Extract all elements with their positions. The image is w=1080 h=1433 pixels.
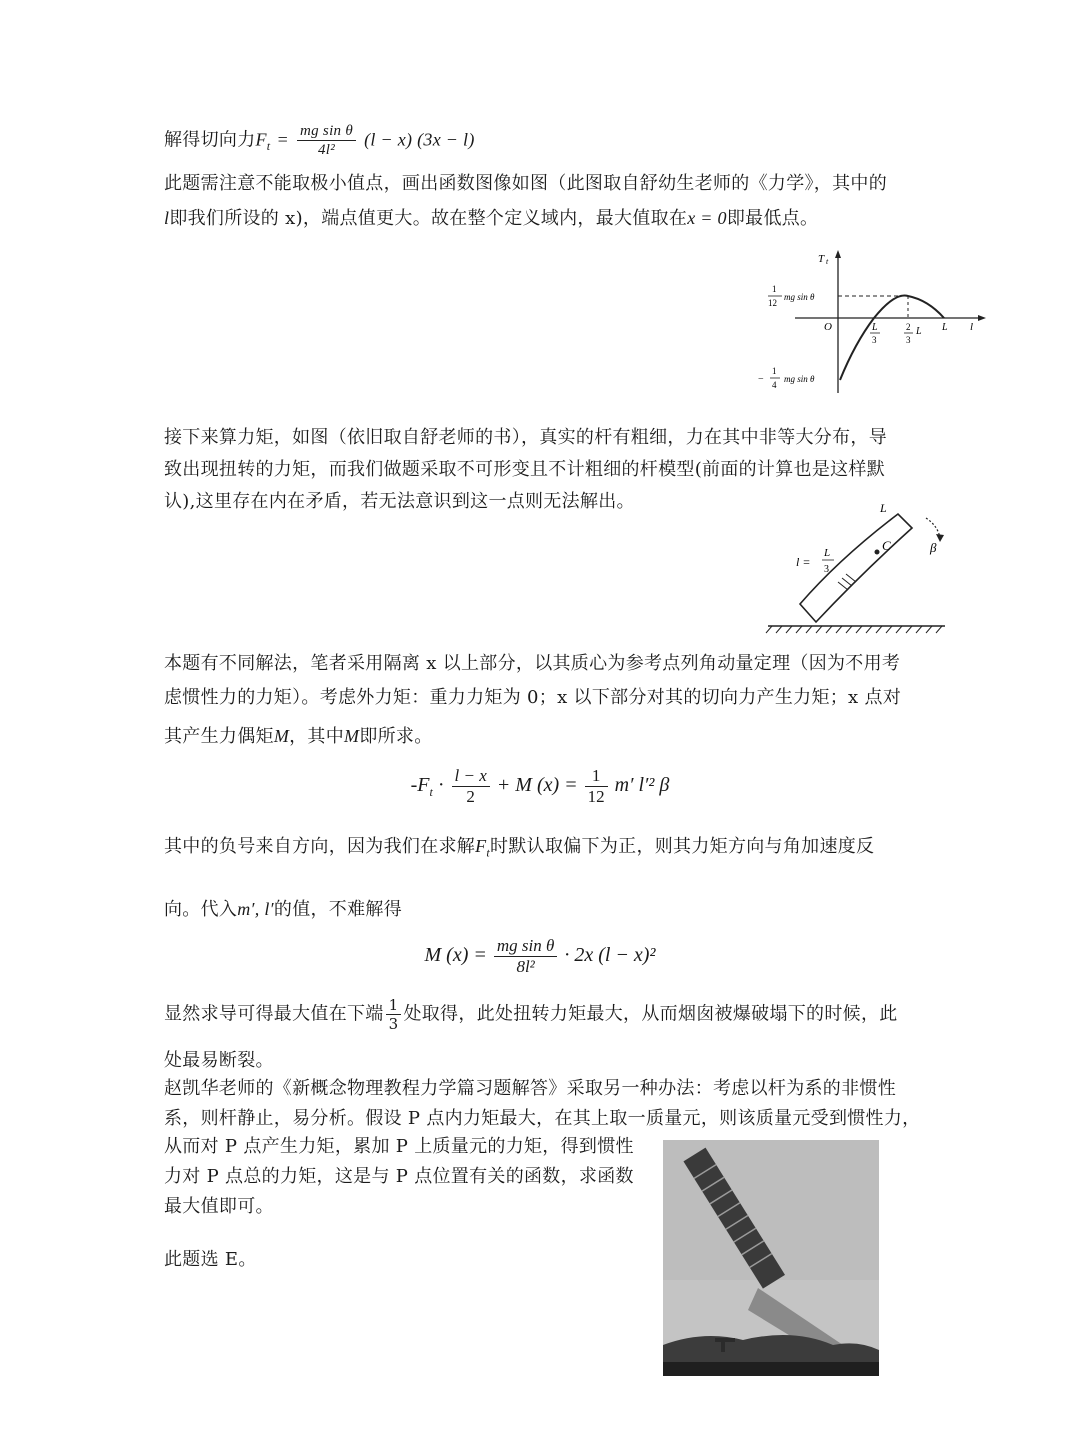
fraction-numerator: mg sin θ [494, 936, 557, 957]
paragraph-line: 最大值即可。 [164, 1196, 274, 1217]
tangential-force-line [164, 122, 924, 162]
paragraph-text: 即所求。 [359, 726, 433, 747]
paragraph-text: ，其中 [289, 726, 345, 747]
fraction-denominator: 3 [388, 1015, 399, 1033]
fraction-denominator: 4l² [317, 142, 336, 158]
segment-length-num: L [824, 547, 831, 559]
paragraph-line: 接下来算力矩，如图（依旧取自舒老师的书），真实的杆有粗细，力在其中非等大分布，导 [164, 427, 887, 448]
ground-hatch [766, 626, 942, 633]
eq1-tail: m′ l′² β [614, 774, 670, 797]
tangential-force-fraction [297, 122, 356, 159]
paragraph-text: 显然求导可得最大值在下端 [164, 1003, 384, 1025]
fraction-numerator: l − x [452, 766, 490, 787]
y-top-label: mg sin θ [784, 292, 815, 302]
paragraph-line: 致出现扭转的力矩，而我们做题采取不可形变且不计粗细的杆模型(前面的计算也是这样默 [164, 459, 886, 480]
y-axis-arrow [835, 250, 841, 258]
paragraph-line: 本题有不同解法，笔者采用隔离 x 以上部分，以其质心为参考点列角动量定理（因为不用考 [164, 653, 901, 674]
fraction-numerator: mg sin θ [297, 122, 356, 141]
tangential-force-tail: (l − x) (3x − l) [364, 129, 475, 150]
equals-sign: = [276, 129, 289, 150]
paragraph-alternative-cont [164, 1132, 654, 1222]
paragraph-line: 认),这里存在内在矛盾，若无法意识到这一点则无法解出。 [164, 491, 635, 512]
tangential-force-lead: 解得切向力 [164, 129, 256, 151]
paragraph-line [164, 720, 924, 753]
paragraph-text: 时默认取偏下为正，则其力矩方向与角加速度反 [490, 836, 875, 857]
answer-text: 此题选 E。 [164, 1249, 257, 1270]
paragraph-line [164, 202, 924, 235]
rod-figure [760, 500, 960, 640]
eq1-prefix-sub: t [429, 785, 433, 800]
eq2-tail: · 2x (l − x)² [564, 944, 656, 967]
moment-symbol: M [273, 726, 290, 746]
force-subscript: t [266, 139, 271, 154]
x-tick-1-num: L [872, 322, 878, 333]
moment-symbol: M [344, 726, 360, 746]
force-symbol: F [255, 129, 267, 150]
eq2-fraction [494, 936, 557, 977]
structure-silhouette [715, 1338, 735, 1342]
eq1-middle: + M (x) = [496, 774, 578, 797]
segment-length-label: l = [796, 555, 811, 569]
substitution-vars: m′, l′ [237, 898, 274, 919]
paragraph-sign [164, 830, 924, 926]
paragraph-line: 此题需注意不能取极小值点，画出函数图像如图（此图取自舒幼生老师的《力学》，其中的 [164, 173, 887, 194]
force-symbol: F [475, 836, 487, 856]
fraction-numerator: 1 [386, 996, 402, 1015]
fraction-denominator: 12 [587, 787, 605, 806]
y-bottom-label: mg sin θ [784, 374, 815, 384]
eq1-fraction-2 [585, 766, 608, 807]
center-label: C [882, 538, 891, 553]
x-tick-3: L [942, 322, 948, 333]
paragraph-text: 即最低点。 [726, 208, 819, 229]
paragraph-text: 其中的负号来自方向，因为我们在求解 [164, 836, 476, 857]
rod-length-label: L [880, 501, 887, 515]
one-third-fraction [386, 996, 402, 1033]
y-bottom-numerator: 1 [772, 366, 777, 376]
y-top-numerator: 1 [772, 284, 777, 294]
paragraph-text: 即我们所设的 x)，端点值更大。故在整个定义域内，最大值取在 [169, 208, 688, 229]
moment-result-equation [0, 936, 1080, 977]
eq2-lhs: M (x) = [424, 944, 487, 967]
paragraph-text: 向。代入 [164, 898, 238, 920]
paragraph-text: 处取得，此处扭转力矩最大，从而烟囱被爆破塌下的时候，此 [403, 1003, 898, 1025]
fraction-denominator: 8l² [516, 957, 535, 976]
rod-body [800, 514, 912, 622]
eq1-prefix: -F [410, 774, 430, 797]
origin-label: O [824, 321, 832, 333]
eq1-fraction [452, 766, 490, 807]
center-of-mass-dot [875, 550, 880, 555]
paragraph-line: 处最易断裂。 [164, 1050, 274, 1071]
paragraph-line: 系，则杆静止，易分析。假设 P 点内力矩最大，在其上取一质量元，则该质量元受到惯性力， [164, 1108, 921, 1129]
paragraph-line: 从而对 P 点产生力矩，累加 P 上质量元的力矩，得到惯性 [164, 1136, 634, 1157]
angular-momentum-equation [0, 766, 1080, 807]
eq1-dot: · [432, 774, 450, 797]
paragraph-line: 赵凯华老师的《新概念物理教程力学篇习题解答》采取另一种办法：考虑以杆为系的非惯性 [164, 1078, 896, 1099]
paragraph-text: 的值，不难解得 [273, 898, 402, 920]
y-axis-subscript: t [826, 257, 829, 266]
chimney-photo-drawing [663, 1140, 879, 1376]
y-axis-label: T [818, 253, 825, 265]
chimney-collapse-photo [663, 1140, 879, 1376]
equation-x-zero: x = 0 [687, 208, 727, 228]
fraction-numerator: 1 [585, 766, 608, 787]
y-bottom-sign: − [758, 374, 764, 385]
x-tick-2-den: 3 [906, 335, 911, 345]
paragraph-extreme-value [164, 168, 924, 235]
segment-length-den: 3 [824, 564, 829, 575]
force-curve [840, 295, 944, 380]
paragraph-line [164, 893, 924, 926]
paragraph-alternative [164, 1074, 924, 1134]
fraction-denominator: 2 [466, 787, 475, 806]
x-tick-2-num: 2 [906, 322, 911, 332]
tangential-force-graph [750, 248, 990, 398]
paragraph-method [164, 648, 924, 753]
paragraph-line: 力对 P 点总的力矩，这是与 P 点位置有关的函数，求函数 [164, 1166, 634, 1187]
y-top-denominator: 12 [768, 298, 777, 308]
paragraph-line [164, 830, 924, 869]
variable-l: l [164, 208, 170, 228]
x-tick-1-den: 3 [872, 335, 877, 345]
angular-acceleration-label: β [930, 540, 937, 555]
rotation-arrow [936, 534, 944, 542]
paragraph-conclusion [164, 996, 924, 1077]
x-tick-2-var: L [916, 326, 922, 337]
y-bottom-denominator: 4 [772, 380, 777, 390]
paragraph-line [164, 996, 924, 1033]
x-axis-arrow [978, 315, 986, 321]
force-subscript: t [486, 845, 491, 860]
paragraph-text: 其产生力偶矩 [164, 726, 274, 747]
x-axis-label: l [970, 321, 974, 333]
paragraph-line: 虑惯性力的力矩）。考虑外力矩：重力力矩为 0；x 以下部分对其的切向力产生力矩；x 点对 [164, 687, 902, 708]
